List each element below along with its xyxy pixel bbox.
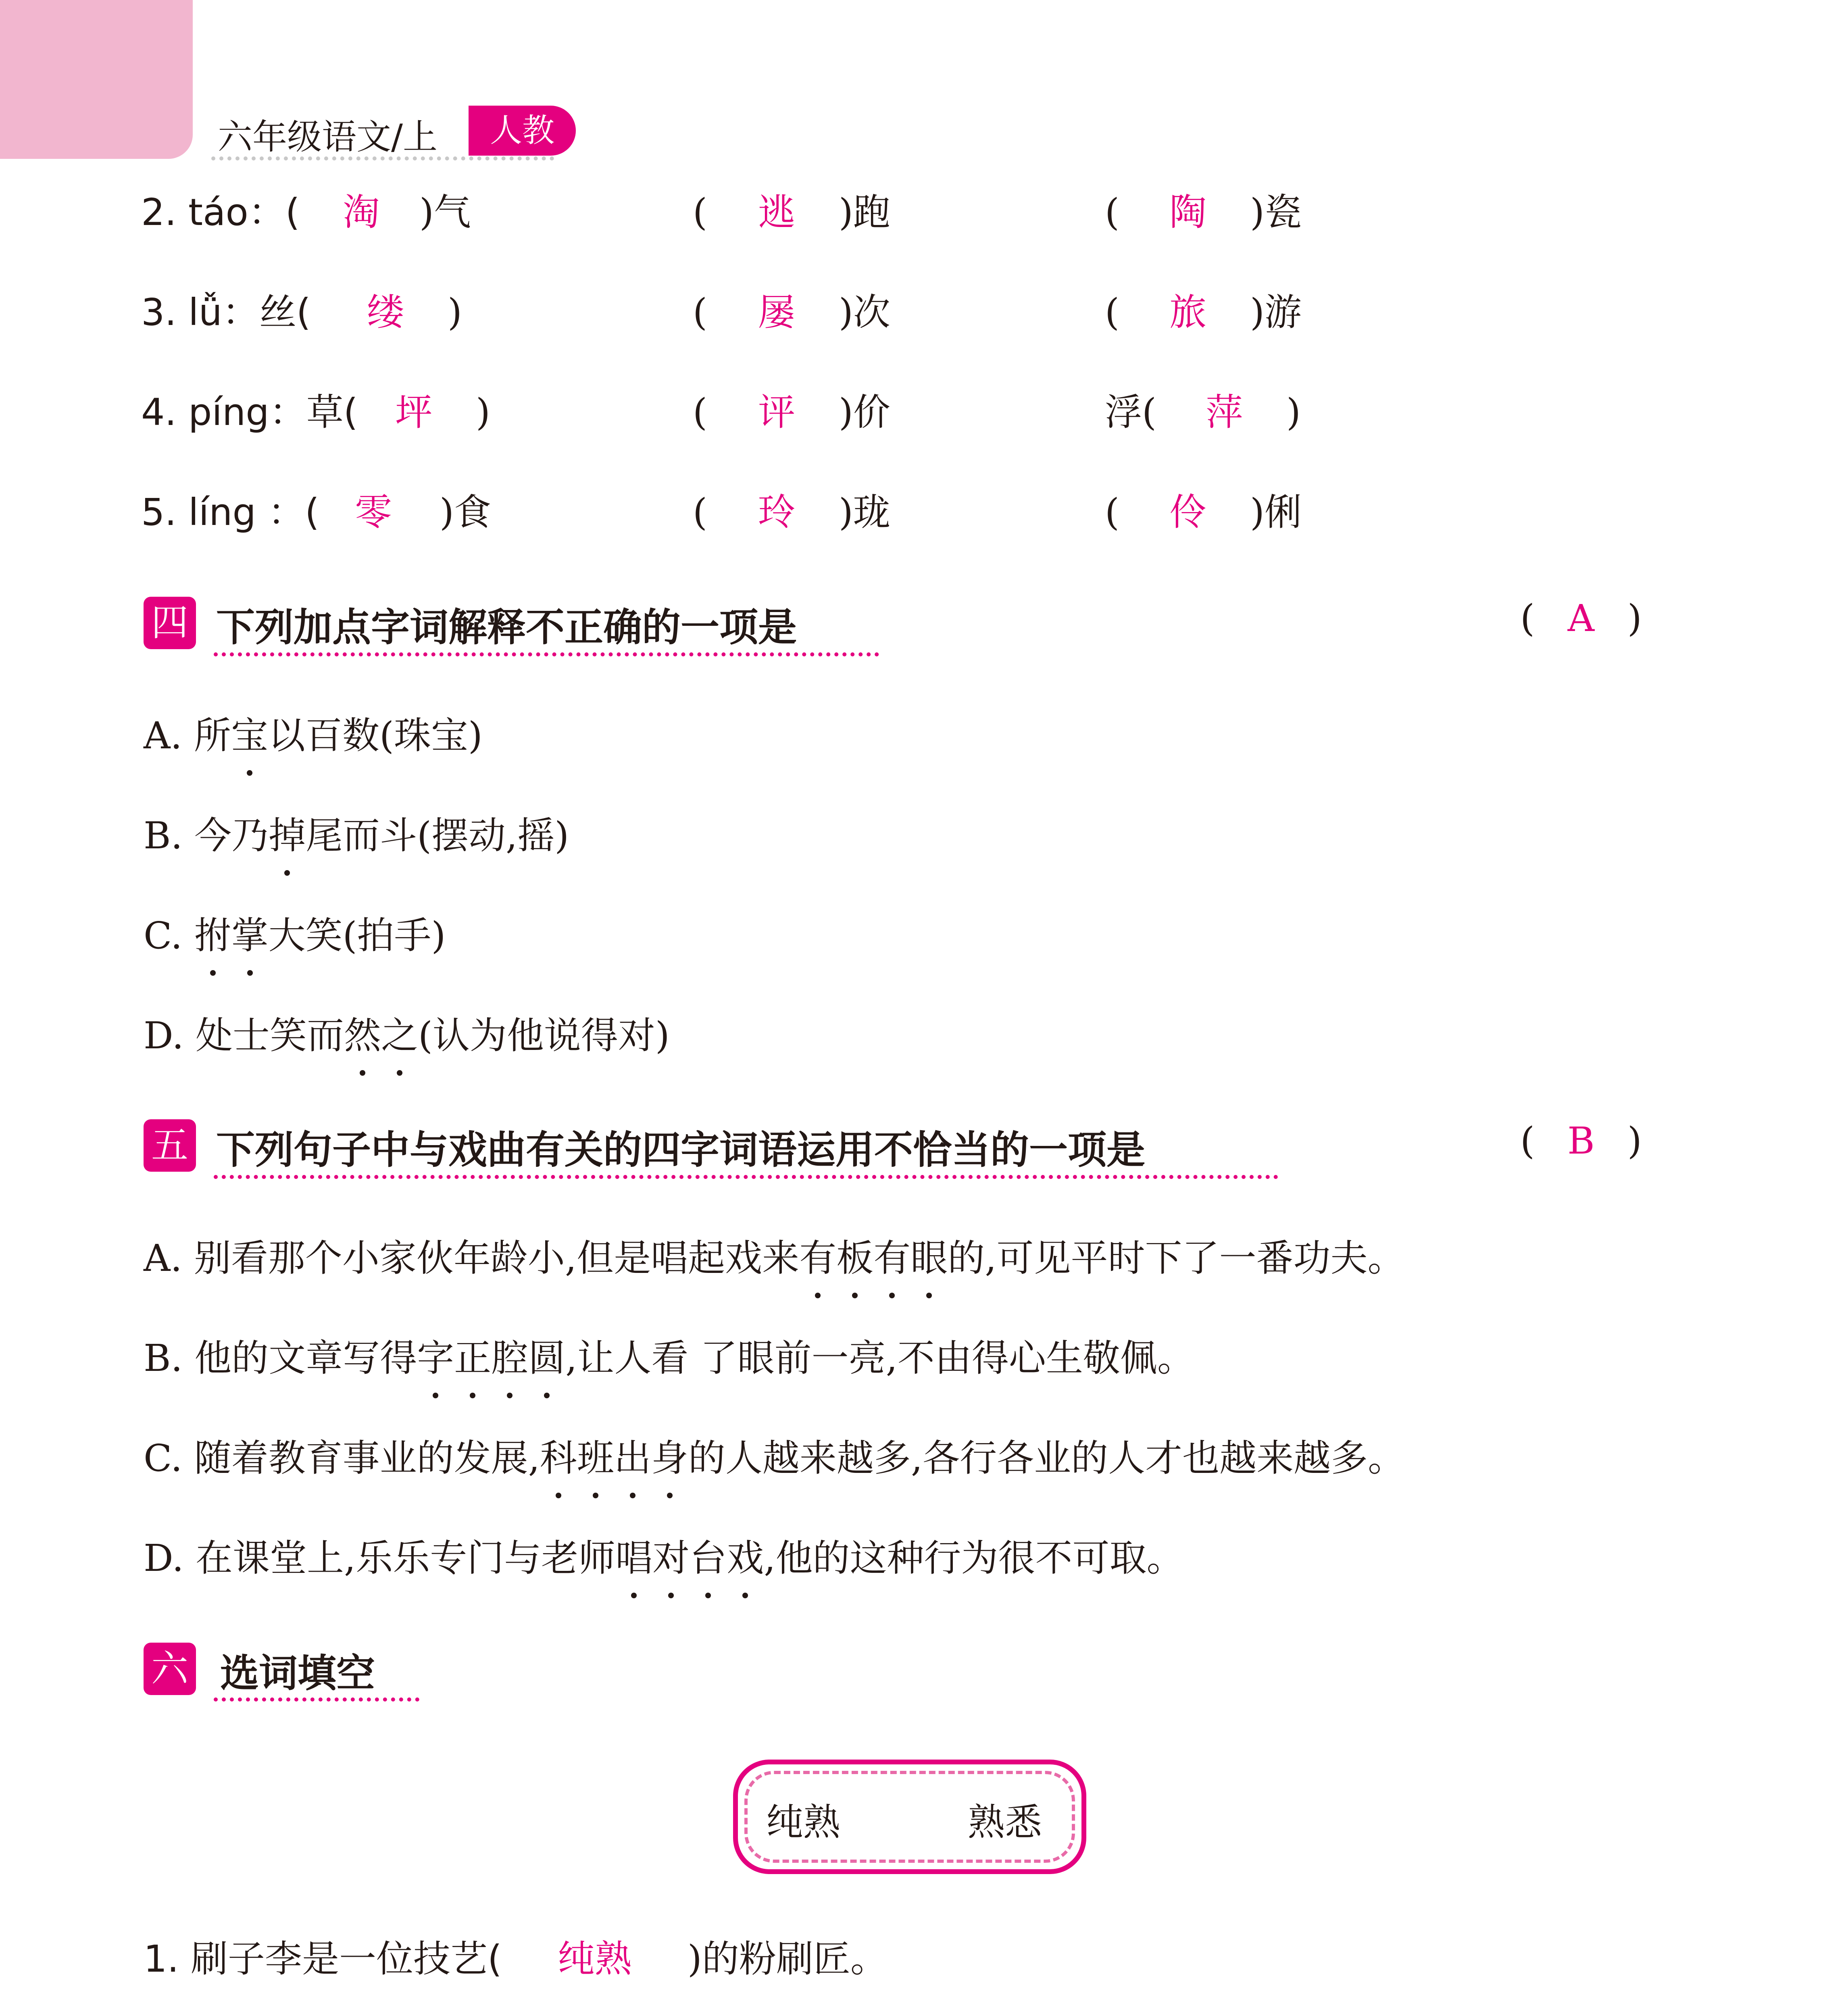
row-open-paren: ( [693, 191, 707, 234]
option-c: C. 随着教育事业的发展,科班出身的人越来越多,各行各业的人才也越来越多。 [144, 1432, 1405, 1485]
dotted-text [344, 1014, 418, 1057]
row-open-paren: ( [1105, 291, 1119, 334]
row-open-paren: 浮( [1105, 391, 1156, 434]
row-open-paren: ( [1105, 491, 1119, 534]
row-suffix: )瓷 [1250, 191, 1302, 234]
dotted-text [799, 1237, 948, 1280]
dotted-text: 宝 [231, 710, 268, 762]
answer-fill: 屡 [758, 291, 796, 334]
section-title-underline [214, 652, 879, 656]
fill-question: 1. 刷子李是一位技艺( 纯熟 )的粉刷匠。 [144, 1933, 888, 1985]
option-d: D. 在课堂上,乐乐专门与老师唱对台戏,他的这种行为很不可取。 [144, 1532, 1184, 1585]
dotted-char: 眼 [910, 1232, 948, 1285]
dotted-char: 圆 [528, 1332, 565, 1385]
row-open-paren: ( [1105, 191, 1119, 234]
option-b: B. 他的文章写得字正腔圆,让人看 了眼前一亮,不由得心生敬佩。 [144, 1332, 1194, 1385]
answer-fill: 零 [355, 491, 392, 534]
dotted-char: 出 [614, 1432, 651, 1485]
section-title: 选词填空 [220, 1651, 375, 1696]
option-c: C. 拊掌大笑(拍手) [144, 910, 446, 962]
row-suffix: )气 [419, 191, 471, 234]
answer-fill: 逃 [758, 191, 796, 234]
row-open-paren: ( [693, 391, 707, 434]
row-prefix: 4. píng：草( [141, 391, 358, 434]
section-title-underline [214, 1697, 419, 1702]
row-open-paren: ( [693, 291, 707, 334]
row-prefix: 2. táo：( [141, 191, 300, 234]
answer-fill: 坪 [395, 391, 433, 434]
answer-fill: 陶 [1169, 191, 1207, 234]
answer-bracket: ( B ) [1520, 1119, 1642, 1162]
row-suffix: ) [448, 291, 462, 334]
section-title-underline [214, 1175, 1278, 1179]
option-b: B. 今乃掉尾而斗(摆动,摇) [144, 810, 569, 862]
row-suffix: )次 [839, 291, 890, 334]
dotted-char: 有 [799, 1232, 836, 1285]
row-suffix: )游 [1250, 291, 1302, 334]
section-badge: 四 [144, 597, 196, 649]
answer-fill: 纯熟 [557, 1937, 632, 1981]
word-option: 熟悉 [968, 1801, 1042, 1844]
dotted-char: 拊 [194, 910, 231, 962]
row-prefix: 3. lǚ：丝( [141, 291, 311, 334]
answer-choice: B [1567, 1119, 1595, 1162]
answer-fill: 旅 [1169, 291, 1207, 334]
answer-fill: 伶 [1169, 491, 1207, 534]
dotted-char: 对 [652, 1532, 690, 1585]
row-suffix: )俐 [1250, 491, 1302, 534]
dotted-char: 有 [873, 1232, 910, 1285]
header-title: 六年级语文/上 [218, 117, 438, 157]
dotted-char: 科 [540, 1432, 577, 1485]
dotted-char: 戏 [727, 1532, 764, 1585]
answer-bracket: ( A ) [1520, 597, 1642, 640]
row-open-paren: ( [693, 491, 707, 534]
word-box [733, 1760, 1086, 1874]
header-badge: 人教 [469, 106, 576, 156]
section-title: 下列加点字词解释不正确的一项是 [216, 605, 797, 650]
dotted-text [615, 1537, 764, 1580]
row-suffix: ) [1286, 391, 1301, 434]
answer-fill: 萍 [1206, 391, 1243, 434]
dotted-char: 台 [690, 1532, 727, 1585]
word-option: 纯熟 [766, 1801, 841, 1844]
dotted-char: 班 [577, 1432, 614, 1485]
row-suffix: )珑 [839, 491, 890, 534]
row-suffix: )价 [839, 391, 890, 434]
answer-choice: A [1567, 597, 1595, 640]
option-a: A. 所宝以百数(珠宝) [144, 710, 483, 762]
answer-fill: 评 [758, 391, 796, 434]
option-a: A. 别看那个小家伙年龄小,但是唱起戏来有板有眼的,可见平时下了一番功夫。 [144, 1232, 1405, 1285]
dotted-text [417, 1337, 565, 1380]
dotted-char: 身 [651, 1432, 688, 1485]
dotted-text: 掉 [269, 810, 306, 862]
row-suffix: )食 [440, 491, 491, 534]
section-badge: 五 [144, 1119, 196, 1172]
dotted-char: 然 [344, 1010, 381, 1062]
dotted-char: 之 [381, 1010, 418, 1062]
dotted-char: 板 [836, 1232, 873, 1285]
dotted-char: 腔 [491, 1332, 528, 1385]
answer-fill: 玲 [758, 491, 796, 534]
row-suffix: )跑 [839, 191, 890, 234]
header-underline [211, 156, 554, 160]
corner-decoration-top [0, 0, 193, 159]
answer-fill: 缕 [367, 291, 404, 334]
row-suffix: ) [476, 391, 490, 434]
answer-fill: 淘 [343, 191, 380, 234]
section-badge: 六 [144, 1643, 196, 1695]
section-title: 下列句子中与戏曲有关的四字词语运用不恰当的一项是 [216, 1127, 1145, 1173]
dotted-text [540, 1437, 688, 1480]
dotted-text [194, 914, 269, 957]
dotted-char: 掌 [231, 910, 269, 962]
dotted-char: 字 [417, 1332, 454, 1385]
dotted-char: 唱 [615, 1532, 652, 1585]
dotted-char: 正 [454, 1332, 491, 1385]
row-prefix: 5. líng ：( [141, 491, 319, 534]
option-d: D. 处士笑而然之(认为他说得对) [144, 1010, 670, 1062]
